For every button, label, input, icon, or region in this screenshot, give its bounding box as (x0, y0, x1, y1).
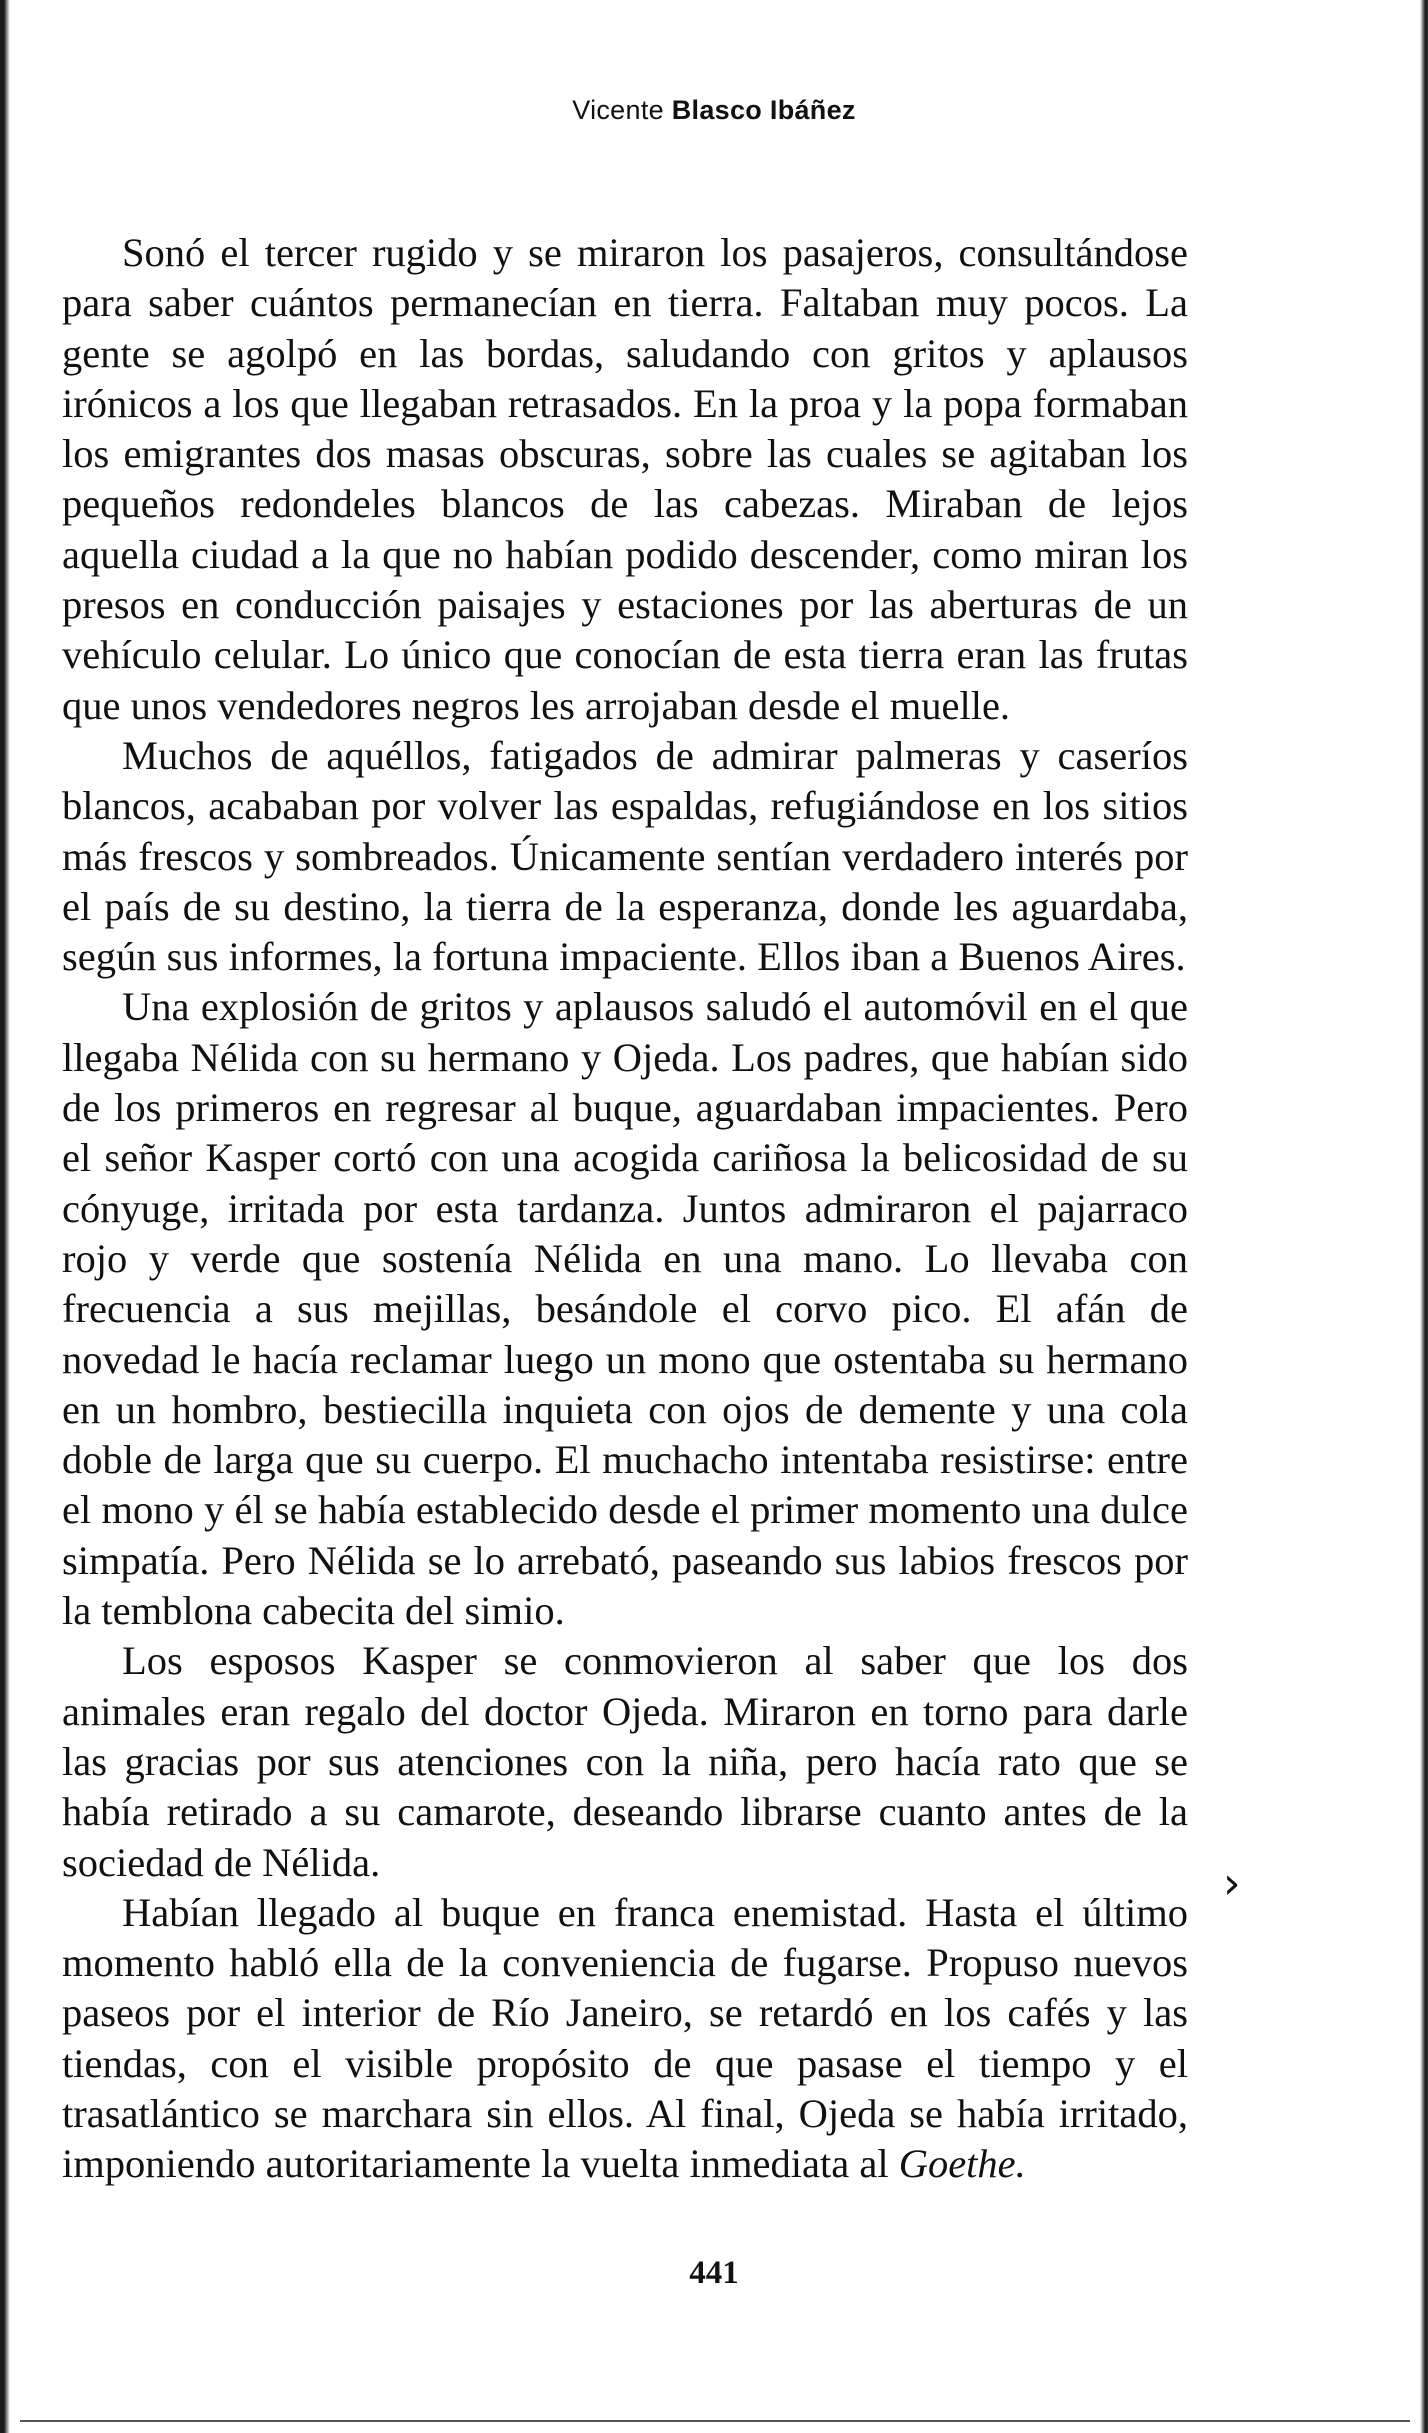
bottom-rule (20, 2420, 1410, 2422)
header-author-first: Vicente (572, 95, 664, 125)
paragraph-last (62, 1888, 1188, 2190)
scan-edge-left (0, 0, 10, 2433)
paragraph: Una explosión de gritos y aplausos saludó el automóvil en el que llegaba Nélida con su hermano y Ojeda. Los padres, que habían sido de los primeros en regresar al buque, aguardaban impacientes. Pero el señor Kasper cortó con una acogida cariñosa la belicosidad de su cónyuge, irritada por esta tardanza. Juntos admiraron el pajarraco rojo y verde que sostenía Nélida en una mano. Lo llevaba con frecuencia a sus mejillas, besándole el corvo pico. El afán de novedad le hacía reclamar luego un mono que ostentaba su hermano en un hombro, bestiecilla inquieta con ojos de demente y una cola doble de larga que su cuerpo. El muchacho intentaba resistirse: entre el mono y él se había establecido desde el primer momento una dulce simpatía. Pero Nélida se lo arrebató, paseando sus labios frescos por la temblona cabecita del simio. (62, 984, 1188, 1634)
body-text (62, 228, 1188, 2190)
paragraph: Muchos de aquéllos, fatigados de admirar palmeras y caseríos blancos, acababan por volver las espaldas, refugiándose en los sitios más frescos y sombreados. Únicamente sentían verdadero interés por el país de su destino, la tierra de la esperanza, donde les aguardaba, según sus informes, la fortuna impaciente. Ellos iban a Buenos Aires. (62, 732, 1188, 980)
paragraph: Sonó el tercer rugido y se miraron los pasajeros, consultándose para saber cuántos permanecían en tierra. Faltaban muy pocos. La gente se agolpó en las bordas, saludando con gritos y aplausos irónicos a los que llegaban retrasados. En la proa y la popa formaban los emigrantes dos masas obscuras, sobre las cuales se agitaban los pequeños redondeles blancos de las cabezas. Miraban de lejos aquella ciudad a la que no habían podido descender, como miran los presos en conducción paisajes y estaciones por las aberturas de un vehículo celular. Lo único que conocían de esta tierra eran las frutas que unos vendedores negros les arrojaban desde el muelle. (62, 230, 1188, 728)
page-number: 441 (689, 2255, 739, 2291)
header-author-last: Blasco Ibáñez (671, 95, 856, 125)
running-header (0, 95, 1428, 126)
scan-edge-right (1420, 0, 1428, 2433)
ship-name: Goethe. (898, 2141, 1026, 2187)
paragraph: Los esposos Kasper se conmovieron al saber que los dos animales eran regalo del doctor Ojeda. Miraron en torno para darle las gracias por sus atenciones con la niña, pero hacía rato que se había retirado a su camarote, deseando librarse cuanto antes de la sociedad de Nélida. (62, 1638, 1188, 1885)
margin-mark: › (1223, 1858, 1241, 1909)
paragraph-last-text: Habían llegado al buque en franca enemistad. Hasta el último momento habló ella de la conveniencia de fugarse. Propuso nuevos paseos por el interior de Río Janeiro, se retardó en los cafés y las tiendas, con el visible propósito de que pasase el tiempo y el trasatlántico se marchara sin ellos. Al final, Ojeda se había irritado, imponiendo autoritariamente la vuelta inmediata al (62, 1889, 1188, 2187)
